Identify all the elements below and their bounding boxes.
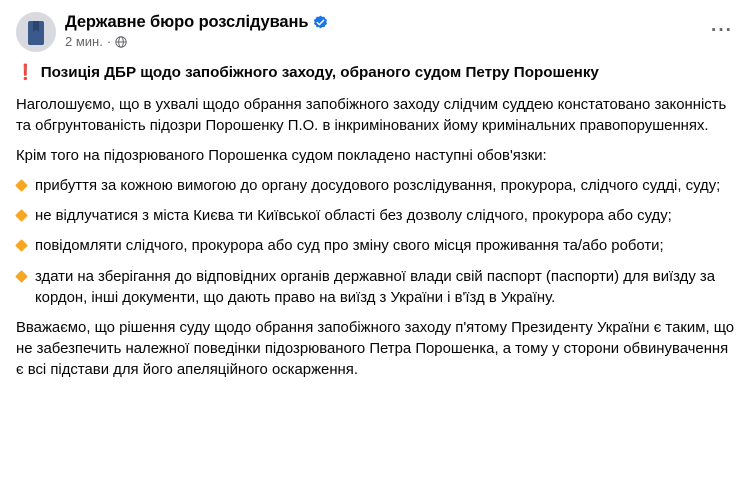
post-paragraph: Крім того на підозрюваного Порошенка судом покладено наступні обов'язки:	[16, 147, 547, 164]
list-item-text: прибуття за кожною вимогою до органу досудового розслідування, прокурора, слідчого судді, суду;	[35, 178, 721, 195]
post-header	[16, 12, 737, 52]
post-closing-paragraph: Вважаємо, що рішення суду щодо обрання запобіжного заходу п'ятому Президенту України є таким, що не забезпечить належної поведінки підозрюваного Петра Порошенка, а тому у сторони обвинувачення є всі підстави для його апеляційного оскарження.	[16, 319, 735, 379]
diamond-bullet-icon	[16, 240, 28, 252]
post-title	[16, 62, 737, 84]
diamond-bullet-icon	[16, 180, 28, 192]
list-item-text: повідомляти слідчого, прокурора або суд про зміну свого місця проживання та/або роботи;	[35, 238, 664, 255]
list-item	[16, 267, 737, 309]
post-header-text	[65, 12, 328, 49]
list-item-text: не відлучатися з міста Києва ти Київської області без дозволу слідчого, прокурора або суду;	[35, 208, 672, 225]
page-name-row	[65, 13, 328, 31]
meta-separator: ·	[106, 34, 112, 49]
post-more-options-button[interactable]: ···	[711, 20, 733, 41]
exclamation-emoji-icon: ❗	[16, 64, 35, 81]
post-paragraph: Наголошуємо, що в ухвалі щодо обрання запобіжного заходу слідчим суддею констатовано законність та обгрунтованість підозри Порошенку П.О. в інкримінованих йому кримінальних правопорушеннях.	[16, 96, 727, 134]
avatar[interactable]	[16, 12, 56, 52]
list-item	[16, 176, 737, 197]
diamond-bullet-icon	[16, 210, 28, 222]
page-avatar-placeholder-icon	[16, 12, 56, 52]
post-body	[16, 62, 737, 381]
diamond-bullet-icon	[16, 271, 28, 283]
list-item	[16, 236, 737, 257]
post-meta	[65, 34, 328, 49]
globe-icon	[115, 36, 127, 48]
verified-badge-icon	[313, 15, 328, 30]
post-title-text: Позиція ДБР щодо запобіжного заходу, обраного судом Петру Порошенку	[40, 64, 599, 81]
list-item	[16, 206, 737, 227]
page-name[interactable]: Державне бюро розслідувань	[65, 13, 309, 31]
post-timestamp[interactable]: 2 мин.	[65, 34, 103, 49]
list-item-text: здати на зберігання до відповідних органів державної влади свій паспорт (паспорти) для виїзду за кордон, інші документи, що дають право на виїзд з України і в'їзд в Україну.	[35, 268, 716, 306]
